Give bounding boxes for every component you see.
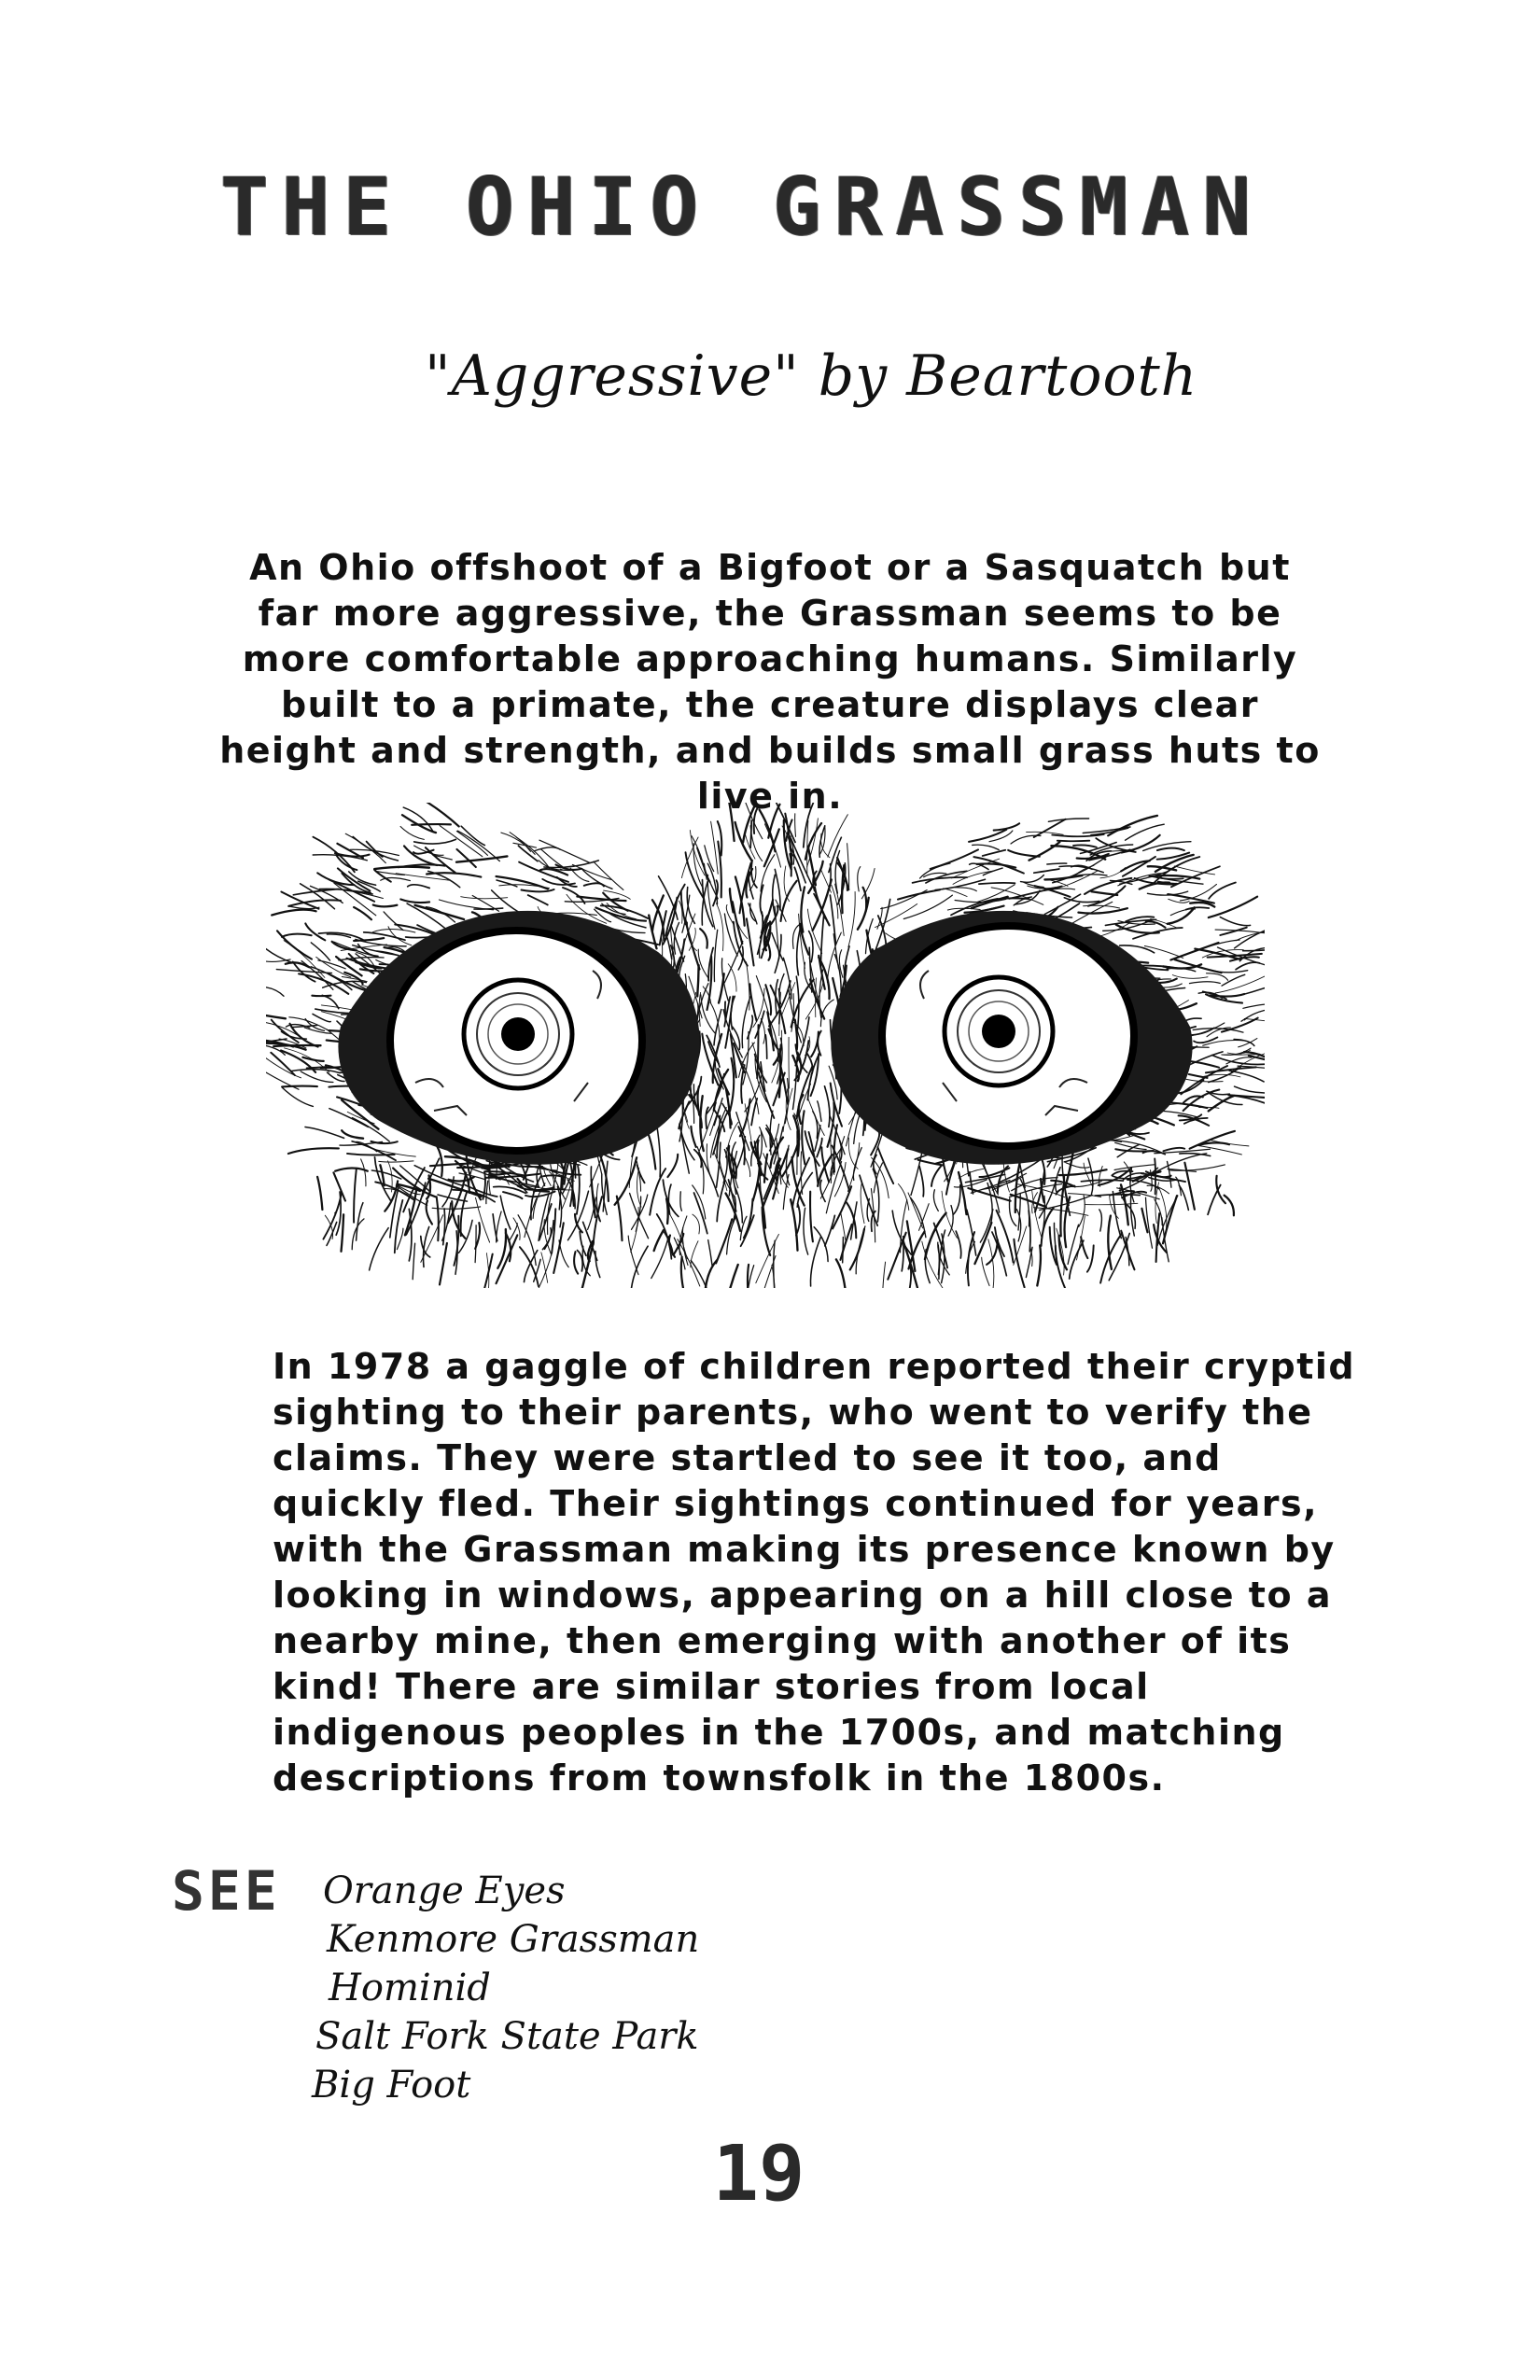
see-also-item: Salt Fork State Park (315, 2015, 699, 2058)
see-also-list (312, 1867, 700, 2109)
history-paragraph: In 1978 a gaggle of children reported their cryptid sighting to their parents, who went to verify the claims. They were startled to see it too, and quickly fled. Their sightings continued for years, with the Grassman making its presence known by looking in windows, appearing on a hill close to a nearby mine, then emerging with another of its kind! There are similar stories from local indigenous peoples in the 1700s, and matching descriptions from townsfolk in the 1800s. (273, 1346, 1356, 1799)
page-number: 19 (712, 2130, 805, 2219)
see-also-item: Big Foot (312, 2064, 471, 2107)
see-also-item: Hominid (329, 1967, 491, 2009)
song-subtitle: "Aggressive" by Beartooth (425, 343, 1198, 409)
grassman-eyes-illustration (266, 803, 1265, 1288)
see-also-item: Kenmore Grassman (327, 1918, 700, 1961)
intro-paragraph: An Ohio offshoot of a Bigfoot or a Sasquatch but far more aggressive, the Grassman seems to be more comfortable approaching humans. Similarly built to a primate, the creature displays clear height and strength, and builds small grass huts to live in. (219, 547, 1321, 817)
page-title: THE OHIO GRASSMAN (219, 161, 1265, 254)
see-also-item: Orange Eyes (323, 1869, 566, 1912)
see-also-label: SEE (172, 1859, 281, 1923)
